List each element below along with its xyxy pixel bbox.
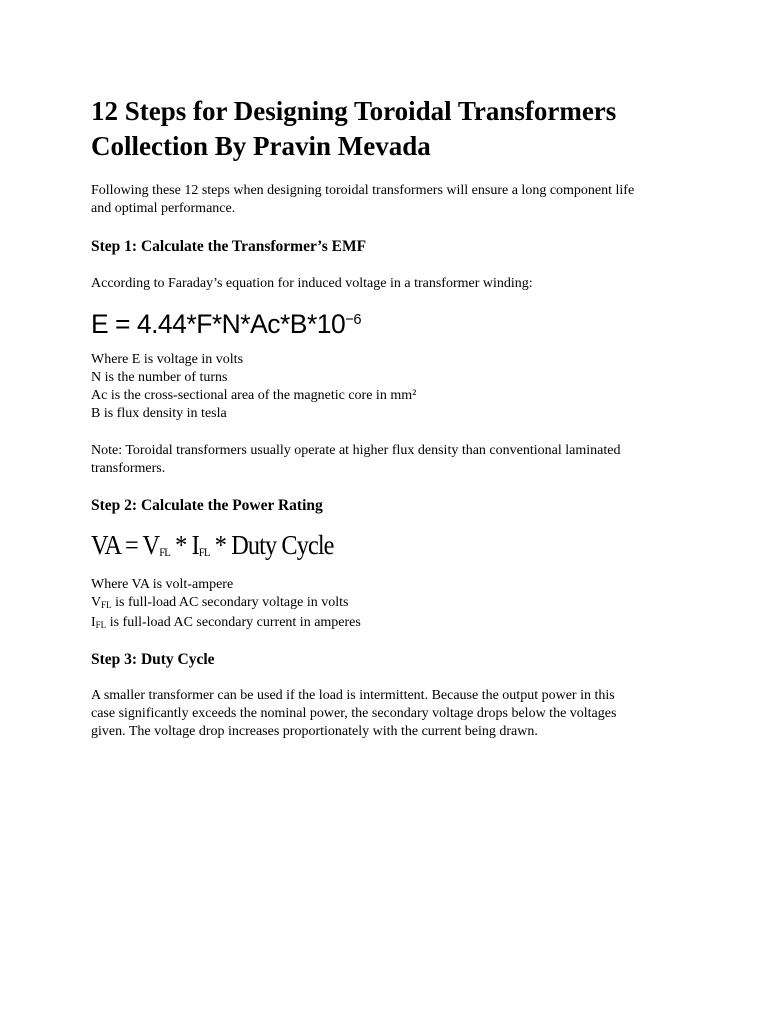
step2-def-2-subscript: FL bbox=[101, 600, 112, 610]
va-formula bbox=[91, 528, 334, 567]
step2-def-3-text: is full-load AC secondary current in amperes bbox=[106, 615, 361, 630]
step1-def-1: Where E is voltage in volts bbox=[91, 352, 244, 367]
document-title bbox=[91, 94, 691, 164]
step1-note bbox=[91, 442, 681, 478]
step3-line-3: given. The voltage drop increases proportionately with the current being drawn. bbox=[91, 724, 538, 739]
step2-definitions bbox=[91, 576, 681, 634]
step3-line-1: A smaller transformer can be used if the load is intermittent. Because the output power in this bbox=[91, 688, 615, 703]
step2-def-3-symbol: I bbox=[91, 615, 96, 630]
intro-paragraph bbox=[91, 182, 681, 218]
step3-line-2: case significantly exceeds the nominal power, the secondary voltage drops below the voltages bbox=[91, 706, 617, 721]
step1-def-2: N is the number of turns bbox=[91, 370, 228, 385]
step1-heading: Step 1: Calculate the Transformer’s EMF bbox=[91, 238, 367, 255]
title-line-1: 12 Steps for Designing Toroidal Transformers bbox=[91, 96, 617, 126]
va-formula-sub-2: FL bbox=[198, 545, 210, 559]
step1-def-3: Ac is the cross-sectional area of the magnetic core in mm² bbox=[91, 388, 417, 403]
step2-def-3 bbox=[91, 614, 681, 634]
step1-lead-text: According to Faraday’s equation for induced voltage in a transformer winding: bbox=[91, 276, 533, 291]
emf-formula bbox=[91, 307, 361, 341]
va-formula-sub-1: FL bbox=[159, 545, 171, 559]
step1-def-4: B is flux density in tesla bbox=[91, 406, 227, 421]
intro-line-2: and optimal performance. bbox=[91, 201, 236, 216]
step1-note-line-2: transformers. bbox=[91, 461, 166, 476]
step2-def-1: Where VA is volt-ampere bbox=[91, 577, 234, 592]
step1-note-line-1: Note: Toroidal transformers usually operate at higher flux density than conventional laminated bbox=[91, 443, 621, 458]
step2-def-3-subscript: FL bbox=[95, 620, 107, 630]
step2-heading: Step 2: Calculate the Power Rating bbox=[91, 497, 323, 514]
intro-line-1: Following these 12 steps when designing toroidal transformers will ensure a long component life bbox=[91, 183, 635, 198]
va-formula-end: * Duty Cycle bbox=[209, 530, 334, 560]
step2-def-2-text: is full-load AC secondary voltage in volts bbox=[111, 595, 349, 610]
step3-heading: Step 3: Duty Cycle bbox=[91, 651, 215, 668]
va-formula-mid: * I bbox=[170, 530, 199, 560]
step2-def-2 bbox=[91, 594, 681, 614]
step1-definitions bbox=[91, 351, 681, 423]
emf-formula-main: E = 4.44*F*N*Ac*B*10 bbox=[91, 309, 346, 339]
step1-lead bbox=[91, 275, 681, 293]
emf-formula-exponent: −6 bbox=[345, 311, 362, 328]
step2-def-2-symbol: V bbox=[91, 595, 102, 610]
va-formula-start: VA = V bbox=[91, 530, 160, 560]
title-line-2: Collection By Pravin Mevada bbox=[91, 131, 431, 161]
step3-paragraph bbox=[91, 687, 681, 741]
